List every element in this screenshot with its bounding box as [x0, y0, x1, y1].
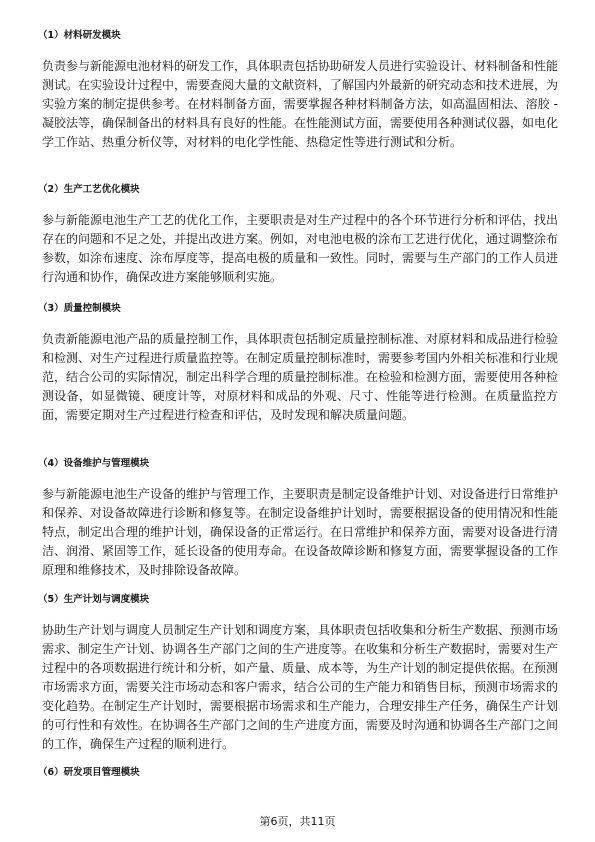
section-heading-rd-project-management: （6）研发项目管理模块 [38, 767, 140, 778]
section-body-quality-control: 负责新能源电池产品的质量控制工作，具体职责包括制定质量控制标准、对原材料和成品进行检验和检测、对生产过程进行质量监控等。在制定质量控制标准时，需要参考国内外相关标准和行业规范，结合公司的实际情况，制定出科学合理的质量控制标准。在检验和检测方面，需要使用各种检测设备，如显微镜、硬度计等，对原材料和成品的外观、尺寸、性能等进行检测。在质量监控方面，需要定期对生产过程进行检查和评估，及时发现和解决质量问题。 [42, 332, 559, 422]
section-heading-production-planning: （5）生产计划与调度模块 [38, 594, 150, 605]
section-body-materials-rd: 负责参与新能源电池材料的研发工作，具体职责包括协助研发人员进行实验设计、材料制备和性能测试。在实验设计过程中，需要查阅大量的文献资料，了解国内外最新的研究动态和技术进展，为实验方案的制定提供参考。在材料制备方面，需要掌握各种材料制备方法，如高温固相法、溶胶 - 凝胶法等，确保制备出的材料具有良好的性能。在性能测试方面，需要使用各种测试仪器，如电化学工作站、热重分析仪等，对材料的电化学性能、热稳定性等进行测试和分析。 [42, 59, 559, 149]
section-body-production-planning: 协助生产计划与调度人员制定生产计划和调度方案，具体职责包括收集和分析生产数据、预测市场需求、制定生产计划、协调各生产部门之间的生产进度等。在收集和分析生产数据时，需要对生产过程中的各项数据进行统计和分析，如产量、质量、成本等，为生产计划的制定提供依据。在预测市场需求方面，需要关注市场动态和客户需求，结合公司的生产能力和销售目标，预测市场需求的变化趋势。在制定生产计划时，需要根据市场需求和生产能力，合理安排生产任务，确保生产计划的可行性和有效性。在协调各生产部门之间的生产进度方面，需要及时沟通和协调各生产部门之间的工作，确保生产过程的顺利进行。 [42, 623, 559, 751]
section-heading-materials-rd: （1）材料研发模块 [38, 30, 121, 41]
section-heading-process-optimization: （2）生产工艺优化模块 [38, 184, 140, 195]
section-heading-quality-control: （3）质量控制模块 [38, 303, 121, 314]
section-heading-equipment-maintenance: （4）设备维护与管理模块 [38, 458, 150, 469]
page-number-footer: 第6页，共11页 [259, 815, 336, 828]
section-body-process-optimization: 参与新能源电池生产工艺的优化工作，主要职责是对生产过程中的各个环节进行分析和评估，找出存在的问题和不足之处，并提出改进方案。例如，对电池电极的涂布工艺进行优化，通过调整涂布参数，如涂布速度、涂布厚度等，提高电极的质量和一致性。同时，需要与生产部门的工作人员进行沟通和协作，确保改进方案能够顺利实施。 [42, 213, 559, 284]
section-body-equipment-maintenance: 参与新能源电池生产设备的维护与管理工作，主要职责是制定设备维护计划、对设备进行日常维护和保养、对设备故障进行诊断和修复等。在制定设备维护计划时，需要根据设备的使用情况和性能特点，制定出合理的维护计划，确保设备的正常运行。在日常维护和保养方面，需要对设备进行清洁、润滑、紧固等工作，延长设备的使用寿命。在设备故障诊断和修复方面，需要掌握设备的工作原理和维修技术，及时排除设备故障。 [42, 487, 559, 577]
